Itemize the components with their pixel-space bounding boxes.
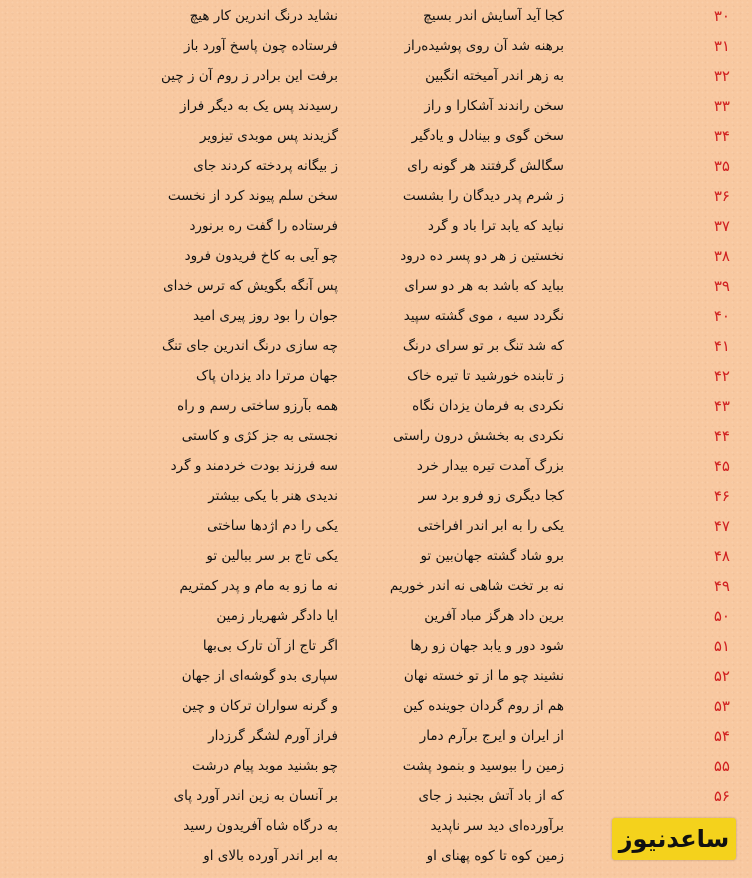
verse-first-hemistich: جوان را بود روز پیری امید: [193, 308, 338, 324]
verse-first-hemistich: یکی را دم اژدها ساختی: [207, 518, 338, 534]
verse-first-hemistich: پس آنگه بگویش که ترس خدای: [163, 278, 338, 294]
verse-row: [0, 453, 752, 483]
verse-first-hemistich: چو آیی به کاخ فریدون فرود: [184, 248, 338, 264]
verse-second-hemistich: نشیند چو ما از تو خسته نهان: [403, 668, 564, 684]
verse-number: ۳۰: [713, 7, 730, 25]
verse-row: [0, 543, 752, 573]
verse-row: [0, 123, 752, 153]
verse-row: [0, 243, 752, 273]
verse-second-hemistich: نکردی به فرمان یزدان نگاه: [412, 398, 564, 414]
verse-first-hemistich: و گرنه سواران ترکان و چین: [182, 698, 338, 714]
verse-second-hemistich: کجا دیگری زو فرو برد سر: [418, 488, 564, 504]
verse-first-hemistich: فراز آورم لشگر گرزدار: [208, 728, 338, 744]
verse-number: ۳۷: [713, 217, 730, 235]
verse-row: [0, 633, 752, 663]
verse-number: ۳۱: [713, 37, 730, 55]
verse-second-hemistich: زمین را ببوسید و بنمود پشت: [402, 758, 564, 774]
verse-number: ۴۲: [713, 367, 730, 385]
verse-second-hemistich: نگردد سیه ، موی گشته سپید: [403, 308, 564, 324]
verse-row: [0, 33, 752, 63]
verse-second-hemistich: سگالش گرفتند هر گونه رای: [407, 158, 564, 174]
verse-row: [0, 93, 752, 123]
verse-row: [0, 213, 752, 243]
verse-row: [0, 603, 752, 633]
verse-number: ۵۰: [713, 607, 730, 625]
verse-second-hemistich: بباید که باشد به هر دو سرای: [404, 278, 564, 294]
verse-second-hemistich: برو شاد گشته جهان‌بین تو: [420, 548, 564, 564]
verse-second-hemistich: سخن گوی و بینادل و یادگیر: [411, 128, 564, 144]
verse-row: [0, 513, 752, 543]
verse-number: ۴۵: [713, 457, 730, 475]
verse-number: ۴۱: [713, 337, 730, 355]
verse-number: ۳۳: [713, 97, 730, 115]
verse-row: [0, 63, 752, 93]
verse-number: ۴۸: [713, 547, 730, 565]
site-logo-text: ساعدنیوز: [618, 825, 730, 853]
verse-number: ۵۵: [713, 757, 730, 775]
verse-first-hemistich: ایا دادگر شهریار زمین: [216, 608, 338, 624]
verse-second-hemistich: که از باد آتش بجنبد ز جای: [418, 788, 564, 804]
verse-number: ۴۳: [713, 397, 730, 415]
verse-second-hemistich: که شد تنگ بر تو سرای درنگ: [402, 338, 564, 354]
verse-row: [0, 423, 752, 453]
verse-first-hemistich: گزیدند پس موبدی تیزویر: [199, 128, 338, 144]
verse-first-hemistich: نه ما زو به مام و پدر کمتریم: [179, 578, 338, 594]
verse-second-hemistich: برهنه شد آن روی پوشیده‌راز: [404, 38, 564, 54]
verse-number: ۵۱: [713, 637, 730, 655]
verse-second-hemistich: بزرگ آمدت تیره بیدار خرد: [416, 458, 564, 474]
verse-row: [0, 3, 752, 33]
verse-number: ۴۶: [713, 487, 730, 505]
verse-row: [0, 153, 752, 183]
verse-row: [0, 783, 752, 813]
verse-second-hemistich: شود دور و یابد جهان زو رها: [410, 638, 564, 654]
verse-second-hemistich: ز تابنده خورشید تا تیره خاک: [407, 368, 564, 384]
verse-first-hemistich: به درگاه شاه آفریدون رسید: [183, 818, 338, 834]
verse-row: [0, 573, 752, 603]
verse-second-hemistich: برآورده‌ای دید سر ناپدید: [430, 818, 564, 834]
verse-row: [0, 183, 752, 213]
verse-first-hemistich: فرستاده چون پاسخ آورد باز: [184, 38, 338, 54]
verse-first-hemistich: بر آنسان به زین اندر آورد پای: [173, 788, 338, 804]
poem: [0, 3, 752, 873]
verse-second-hemistich: نباید که یابد ترا باد و گرد: [427, 218, 564, 234]
verse-number: ۴۷: [713, 517, 730, 535]
verse-row: [0, 393, 752, 423]
verse-row: [0, 663, 752, 693]
verse-number: ۴۰: [713, 307, 730, 325]
verse-second-hemistich: زمین کوه تا کوه پهنای او: [426, 848, 564, 864]
verse-number: ۳۲: [713, 67, 730, 85]
verse-number: ۳۸: [713, 247, 730, 265]
verse-second-hemistich: هم از روم گردان جوینده کین: [403, 698, 564, 714]
site-logo-watermark: [612, 818, 736, 860]
verse-row: [0, 753, 752, 783]
verse-number: ۳۶: [713, 187, 730, 205]
verse-number: ۳۴: [713, 127, 730, 145]
verse-first-hemistich: همه بآرزو ساختی رسم و راه: [177, 398, 338, 414]
verse-row: [0, 693, 752, 723]
verse-second-hemistich: ز شرم پدر دیدگان را بشست: [402, 188, 564, 204]
verse-first-hemistich: اگر تاج از آن تارک بی‌بها: [202, 638, 338, 654]
verse-first-hemistich: فرستاده را گفت ره برنورد: [189, 218, 338, 234]
verse-first-hemistich: ندیدی هنر با یکی بیشتر: [208, 488, 338, 504]
verse-first-hemistich: نشاید درنگ اندرین کار هیچ: [189, 8, 338, 24]
verse-first-hemistich: سپاری بدو گوشه‌ای از جهان: [181, 668, 338, 684]
verse-row: [0, 363, 752, 393]
verse-row: [0, 273, 752, 303]
verse-second-hemistich: نه بر تخت شاهی نه اندر خوریم: [389, 578, 564, 594]
verse-row: [0, 333, 752, 363]
verse-number: ۵۲: [713, 667, 730, 685]
verse-second-hemistich: به زهر اندر آمیخته انگبین: [425, 68, 564, 84]
verse-first-hemistich: سه فرزند بودت خردمند و گرد: [170, 458, 338, 474]
verse-first-hemistich: جهان مرترا داد یزدان پاک: [195, 368, 338, 384]
verse-first-hemistich: به ابر اندر آورده بالای او: [203, 848, 338, 864]
verse-first-hemistich: رسیدند پس یک به دیگر فراز: [180, 98, 338, 114]
verse-second-hemistich: نکردی به بخشش درون راستی: [393, 428, 564, 444]
verse-first-hemistich: سخن سلم پیوند کرد از نخست: [167, 188, 338, 204]
verse-number: ۵۳: [713, 697, 730, 715]
verse-row: [0, 483, 752, 513]
verse-second-hemistich: یکی را به ابر اندر افراختی: [417, 518, 564, 534]
verse-first-hemistich: چو بشنید موبد پیام درشت: [192, 758, 338, 774]
verse-first-hemistich: برفت این برادر ز روم آن ز چین: [160, 68, 338, 84]
verse-second-hemistich: نخستین ز هر دو پسر ده درود: [400, 248, 564, 264]
verse-number: ۵۶: [713, 787, 730, 805]
verse-second-hemistich: سخن راندند آشکارا و راز: [424, 98, 564, 114]
verse-number: ۵۴: [713, 727, 730, 745]
verse-second-hemistich: برین داد هرگز مباد آفرین: [424, 608, 564, 624]
verse-row: [0, 723, 752, 753]
verse-first-hemistich: چه سازی درنگ اندرین جای تنگ: [161, 338, 338, 354]
verse-second-hemistich: کجا آید آسایش اندر بسیچ: [423, 8, 564, 24]
verse-number: ۴۹: [713, 577, 730, 595]
verse-number: ۳۵: [713, 157, 730, 175]
verse-row: [0, 303, 752, 333]
verse-number: ۴۴: [713, 427, 730, 445]
verse-number: ۳۹: [713, 277, 730, 295]
verse-second-hemistich: از ایران و ایرج برآرم دمار: [419, 728, 564, 744]
verse-first-hemistich: یکی تاج بر سر ببالین تو: [206, 548, 338, 564]
verse-first-hemistich: نجستی به جز کژی و کاستی: [181, 428, 338, 444]
verse-first-hemistich: ز بیگانه پردخته کردند جای: [193, 158, 338, 174]
